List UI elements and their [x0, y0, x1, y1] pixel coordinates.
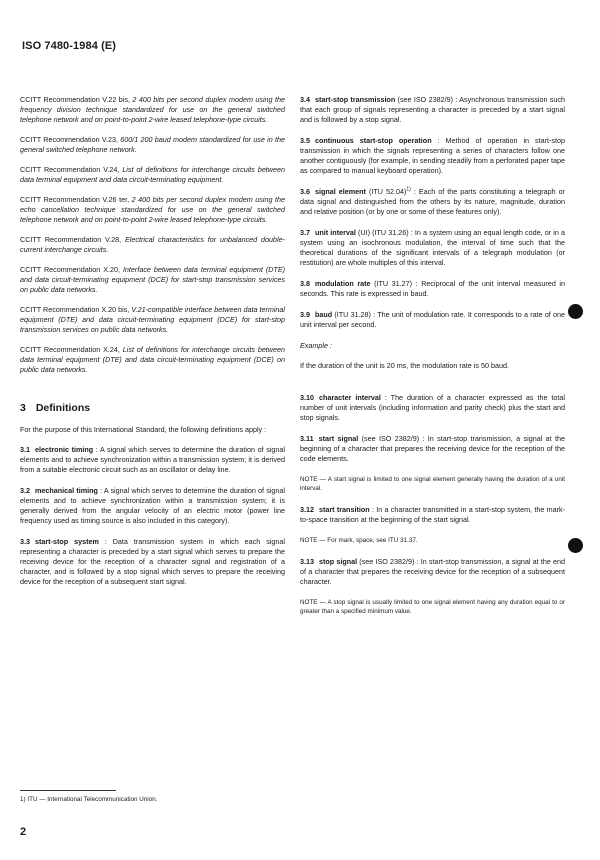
document-header: ISO 7480-1984 (E) — [22, 40, 117, 52]
change-marker-dot — [568, 304, 583, 319]
definition-3-6: 3.6 signal element (ITU 52.04)$^{1)}$ : Each of the parts constituting a telegraph or data signal and distinguished from the others by its nature, magnitude, duration and relative position (or by one or some of these features only). — [300, 186, 565, 216]
right-column — [300, 95, 565, 628]
definition-3-9: 3.9 baud (ITU 31.28) : The unit of modulation rate. It corresponds to a rate of one unit interval per second. — [300, 310, 565, 329]
note-3-13: NOTE — A stop signal is usually limited to one signal element having any duration equal to or greater than a specified minimum value. — [300, 599, 565, 615]
definition-3-7: 3.7 unit interval (UI) (ITU 31.26) : In a system using an equal length code, or in a system using an isochronous modulation, the interval of time such that the theoretical durations of the significant intervals of a telegraph modulation (or restitution) are whole multiples of this interval. — [300, 228, 565, 267]
definition-3-10: 3.10 character interval : The duration of a character expressed as the total number of unit intervals (including information and parity check) plus the start and stop signals. — [300, 393, 565, 422]
definition-3-4: 3.4 start-stop transmission (see ISO 2382/9) : Asynchronous transmission such that each group of signals representing a character is preceded by a start signal and is followed by a stop signal. — [300, 95, 565, 124]
footnote-marker: 1) — [406, 186, 411, 193]
reference-item: CCITT Recommendation X.20 bis, V.21-compatible interface between data terminal equipment (DTE) and data circuit-terminating equipment (DCE) for start-stop transmission services on public data networks. — [20, 305, 286, 334]
definition-3-12: 3.12 start transition : In a character transmitted in a start-stop system, the mark-to-space transition at the beginning of the start signal. — [300, 505, 565, 524]
definition-3-5: 3.5 continuous start-stop operation : Method of operation in start-stop transmission in which the signals representing a series of characters follow one another contiguously (for example, in sending steadily from a perforated paper tape as compared to manual keyboard operation). — [300, 136, 565, 175]
reference-item: CCITT Recommendation V.22 bis, 2 400 bits per second duplex modem using the frequency division technique standardized for use on the general switched telephone network and on point-to-point 2-wire leased telephone-type circuits. — [20, 95, 285, 124]
definition-3-8: 3.8 modulation rate (ITU 31.27) : Reciprocal of the unit interval measured in seconds. This rate is expressed in baud. — [300, 279, 565, 298]
reference-item: CCITT Recommendation V.24, List of definitions for interchange circuits between data terminal equipment and data circuit-terminating equipment. — [20, 165, 285, 184]
definition-3-3: 3.3 start-stop system : Data transmission system in which each signal representing a character is preceded by a start signal which serves to prepare the receiving device for the reception of a character signal and registration of a character, and is followed by a stop signal which serves to prepare the receiving device for the reception of a subsequent start signal. — [20, 537, 285, 586]
reference-item: CCITT Recommendation X.20, Interface between data terminal equipment (DTE) and data circuit-terminating equipment (DCE) for start-stop transmission services on public data networks. — [20, 265, 286, 294]
reference-item: CCITT Recommendation V.26 ter, 2 400 bits per second duplex modem using the echo cancellation technique standardized for use on the general switched telephone network and on point-to-point 2-wire leased telephone-type circuits. — [20, 195, 285, 224]
section-heading: 3 Definitions — [20, 402, 91, 414]
change-marker-dot — [568, 538, 583, 553]
note-3-12: NOTE — For mark, space, see ITU 31.37. — [300, 537, 418, 544]
definition-3-1: 3.1 electronic timing : A signal which serves to determine the duration of signal elements and to achieve synchronization within a transmission system; it is derived from a suitable electronic circuit such as an oscillator or delay line. — [20, 445, 285, 474]
footnote-divider — [20, 790, 116, 791]
left-column — [20, 95, 285, 598]
page-number: 2 — [20, 826, 27, 838]
footnote: 1) ITU — International Telecommunication Union. — [20, 796, 158, 803]
note-3-11: NOTE — A start signal is limited to one signal element generally having the duration of a unit interval. — [300, 476, 565, 492]
reference-item: CCITT Recommendation V.28, Electrical characteristics for unbalanced double-current interchange circuits. — [20, 235, 285, 254]
reference-item: CCITT Recommendation X.24, List of definitions for interchange circuits between data terminal equipment (DTE) and data circuit-terminating equipment (DCE) on public data networks. — [20, 345, 285, 374]
example-label: Example : — [300, 341, 332, 350]
definition-3-2: 3.2 mechanical timing : A signal which serves to determine the duration of signal elements and to achieve synchronization within a transmission system; it is generally derived from the angular velocity of an electric motor (power line frequency used as timing source is also included in this category). — [20, 486, 285, 525]
reference-item: CCITT Recommendation V.23, 600/1 200 baud modem standardized for use in the general switched telephone network. — [20, 135, 285, 154]
example-text: If the duration of the unit is 20 ms, the modulation rate is 50 baud. — [300, 361, 509, 370]
definition-3-13: 3.13 stop signal (see ISO 2382/9) : In start-stop transmission, a signal at the end of a character that prepares the receiving device for the reception of a subsequent character. — [300, 557, 565, 586]
definition-3-11: 3.11 start signal (see ISO 2382/9) : In start-stop transmission, a signal at the beginning of a character that prepares the receiving device for the reception of the code elements. — [300, 434, 565, 463]
section-intro: For the purpose of this International Standard, the following definitions apply : — [20, 425, 267, 434]
